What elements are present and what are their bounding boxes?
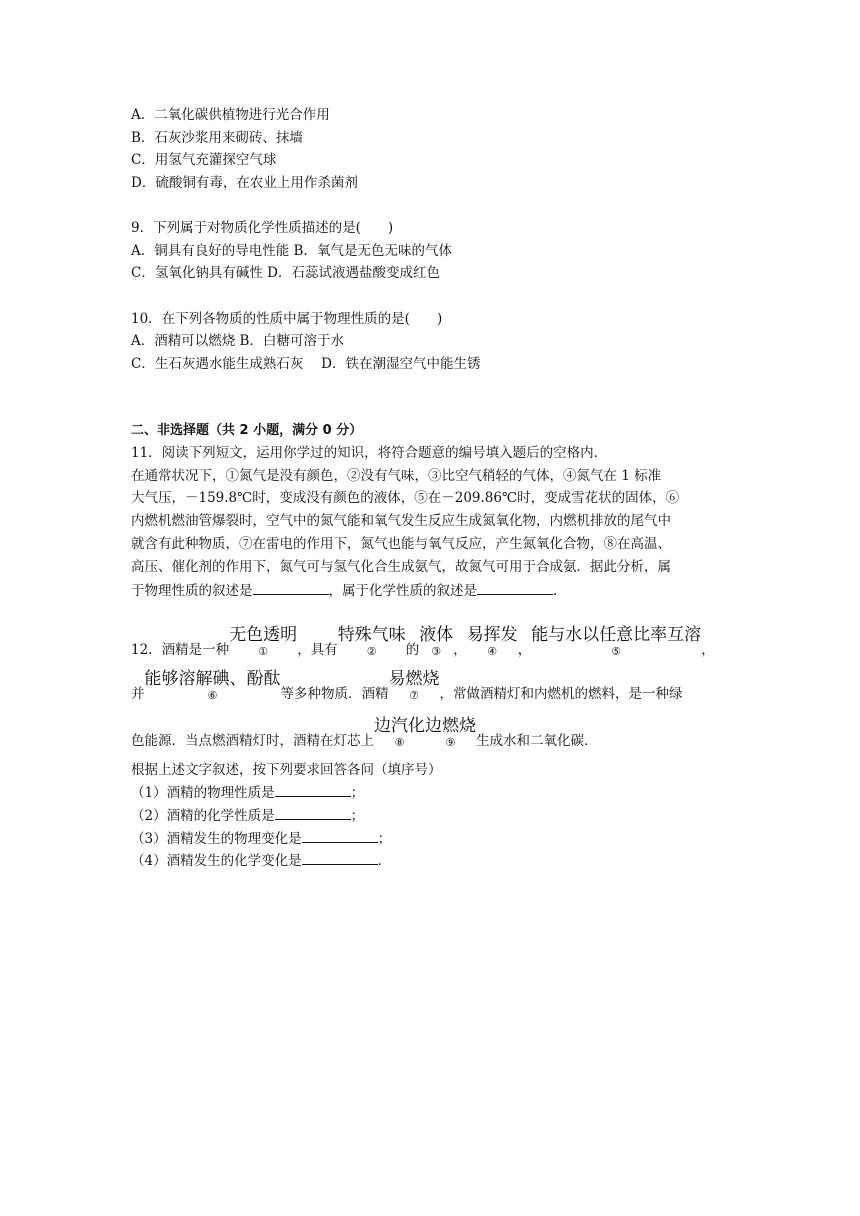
q9-options-cd: C．氢氧化钠具有碱性 D．石蕊试液遇盐酸变成红色 — [131, 265, 440, 281]
phrase-text: 液体 — [419, 625, 454, 645]
annotated-phrase — [425, 715, 476, 749]
q12-text: 的 — [405, 642, 420, 658]
q11-text: 于物理性质的叙述是 — [131, 583, 253, 599]
q8-option-b: B．石灰沙浆用来砌砖、抹墙 — [131, 130, 303, 146]
section-heading: 二、非选择题（共 2 小题，满分 0 分） — [131, 423, 363, 438]
annotated-phrase — [389, 668, 440, 702]
q10-options-cd: C．生石灰遇水能生成熟石灰 D．铁在潮湿空气中能生锈 — [131, 356, 481, 372]
q9-stem: 9．下列属于对物质化学性质描述的是( ) — [131, 220, 394, 236]
subquestion-label: （1）酒精的物理性质是 — [131, 785, 275, 801]
q8-option-a: A．二氧化碳供植物进行光合作用 — [131, 107, 330, 123]
annotated-phrase — [229, 624, 297, 658]
q11-text: ，属于化学性质的叙述是 — [328, 583, 477, 599]
q12-subquestion — [131, 828, 391, 849]
phrase-number: ④ — [487, 645, 498, 658]
q12-text: ， — [517, 642, 532, 658]
q8-option-c: C．用氢气充灌探空气球 — [131, 152, 277, 168]
q11-line: 大气压，－159.8℃时，变成没有颜色的液体，⑤在－209.86℃时，变成雪花状的固体，⑥ — [131, 490, 680, 506]
q12-text: ， — [701, 642, 715, 658]
phrase-number: ① — [258, 645, 269, 658]
q11-last-line — [131, 580, 567, 601]
answer-blank[interactable] — [275, 782, 351, 797]
annotated-phrase — [338, 624, 406, 658]
q10-stem: 10．在下列各物质的性质中属于物理性质的是( ) — [131, 311, 443, 327]
annotated-phrase — [467, 624, 518, 658]
q12-text: ， — [453, 642, 467, 658]
q12-text: 12．酒精是一种 — [131, 642, 230, 658]
q11-text: ． — [553, 583, 567, 599]
subquestion-label: （4）酒精发生的化学变化是 — [131, 853, 302, 869]
phrase-text: 易挥发 — [466, 625, 518, 645]
phrase-text: 边汽化 — [374, 716, 425, 736]
subquestion-label: （2）酒精的化学性质是 — [131, 808, 275, 824]
q12-subquestion — [131, 782, 364, 803]
phrase-number: ③ — [431, 645, 442, 658]
q12-text: 并 — [131, 686, 145, 702]
q9-options-ab: A．铜具有良好的导电性能 B．氧气是无色无味的气体 — [131, 243, 452, 259]
answer-blank[interactable] — [477, 580, 553, 595]
subquestion-end: ； — [350, 808, 365, 824]
subquestion-end: ； — [350, 785, 365, 801]
phrase-number: ⑨ — [445, 736, 456, 749]
subquestion-end: ． — [377, 853, 392, 869]
subquestion-label: （3）酒精发生的物理变化是 — [131, 831, 302, 847]
q11-line: 就含有此种物质，⑦在雷电的作用下，氮气也能与氧气反应，产生氮氧化合物，⑧在高温、 — [131, 536, 671, 552]
phrase-number: ⑤ — [611, 645, 622, 658]
q8-option-d: D．硫酸铜有毒，在农业上用作杀菌剂 — [131, 175, 358, 191]
subquestion-end: ； — [377, 831, 392, 847]
phrase-text: 易燃烧 — [388, 669, 440, 689]
q12-text: ，常做酒精灯和内燃机的燃料，是一种绿 — [439, 686, 683, 702]
answer-blank[interactable] — [302, 828, 378, 843]
phrase-text: 能够溶解碘、酚酞 — [144, 669, 281, 689]
annotated-phrase — [419, 624, 453, 658]
phrase-number: ⑦ — [409, 689, 419, 702]
phrase-number: ⑥ — [207, 689, 218, 702]
phrase-text: 特殊气味 — [337, 625, 406, 645]
q12-text: ，具有 — [297, 642, 338, 658]
q12-instruction: 根据上述文字叙述，按下列要求回答各问（填序号） — [131, 762, 442, 778]
phrase-text: 无色透明 — [229, 625, 298, 645]
annotated-phrase — [374, 715, 425, 749]
phrase-text: 边燃烧 — [425, 716, 476, 736]
phrase-number: ⑧ — [394, 736, 405, 749]
annotated-phrase — [531, 624, 701, 658]
q12-text: 生成水和二氧化碳． — [476, 733, 598, 749]
q12-row-2 — [131, 668, 683, 702]
q11-line: 高压、催化剂的作用下，氮气可与氢气化合生成氨气，故氮气可用于合成氨．据此分析，属 — [131, 559, 671, 575]
annotated-phrase — [145, 668, 281, 702]
q12-text: 色能源．当点燃酒精灯时，酒精在灯芯上 — [131, 733, 374, 749]
phrase-number: ② — [366, 645, 377, 658]
q11-line: 11．阅读下列短文，运用你学过的知识，将符合题意的编号填入题后的空格内． — [131, 445, 608, 461]
phrase-text: 能与水以任意比率互溶 — [531, 625, 702, 645]
q12-row-1 — [131, 624, 715, 658]
q12-subquestion — [131, 805, 364, 826]
q10-options-ab: A．酒精可以燃烧 B．白糖可溶于水 — [131, 333, 344, 349]
answer-blank[interactable] — [253, 580, 329, 595]
q12-subquestion — [131, 850, 391, 871]
answer-blank[interactable] — [302, 850, 378, 865]
answer-blank[interactable] — [275, 805, 351, 820]
q12-row-3 — [131, 715, 598, 749]
q12-text: 等多种物质．酒精 — [280, 686, 389, 702]
q11-line: 在通常状况下，①氮气是没有颜色，②没有气味，③比空气稍轻的气体，④氮气在 1 标准 — [131, 468, 662, 484]
q11-line: 内燃机燃油管爆裂时，空气中的氮气能和氧气发生反应生成氮氧化物，内燃机排放的尾气中 — [131, 513, 671, 529]
